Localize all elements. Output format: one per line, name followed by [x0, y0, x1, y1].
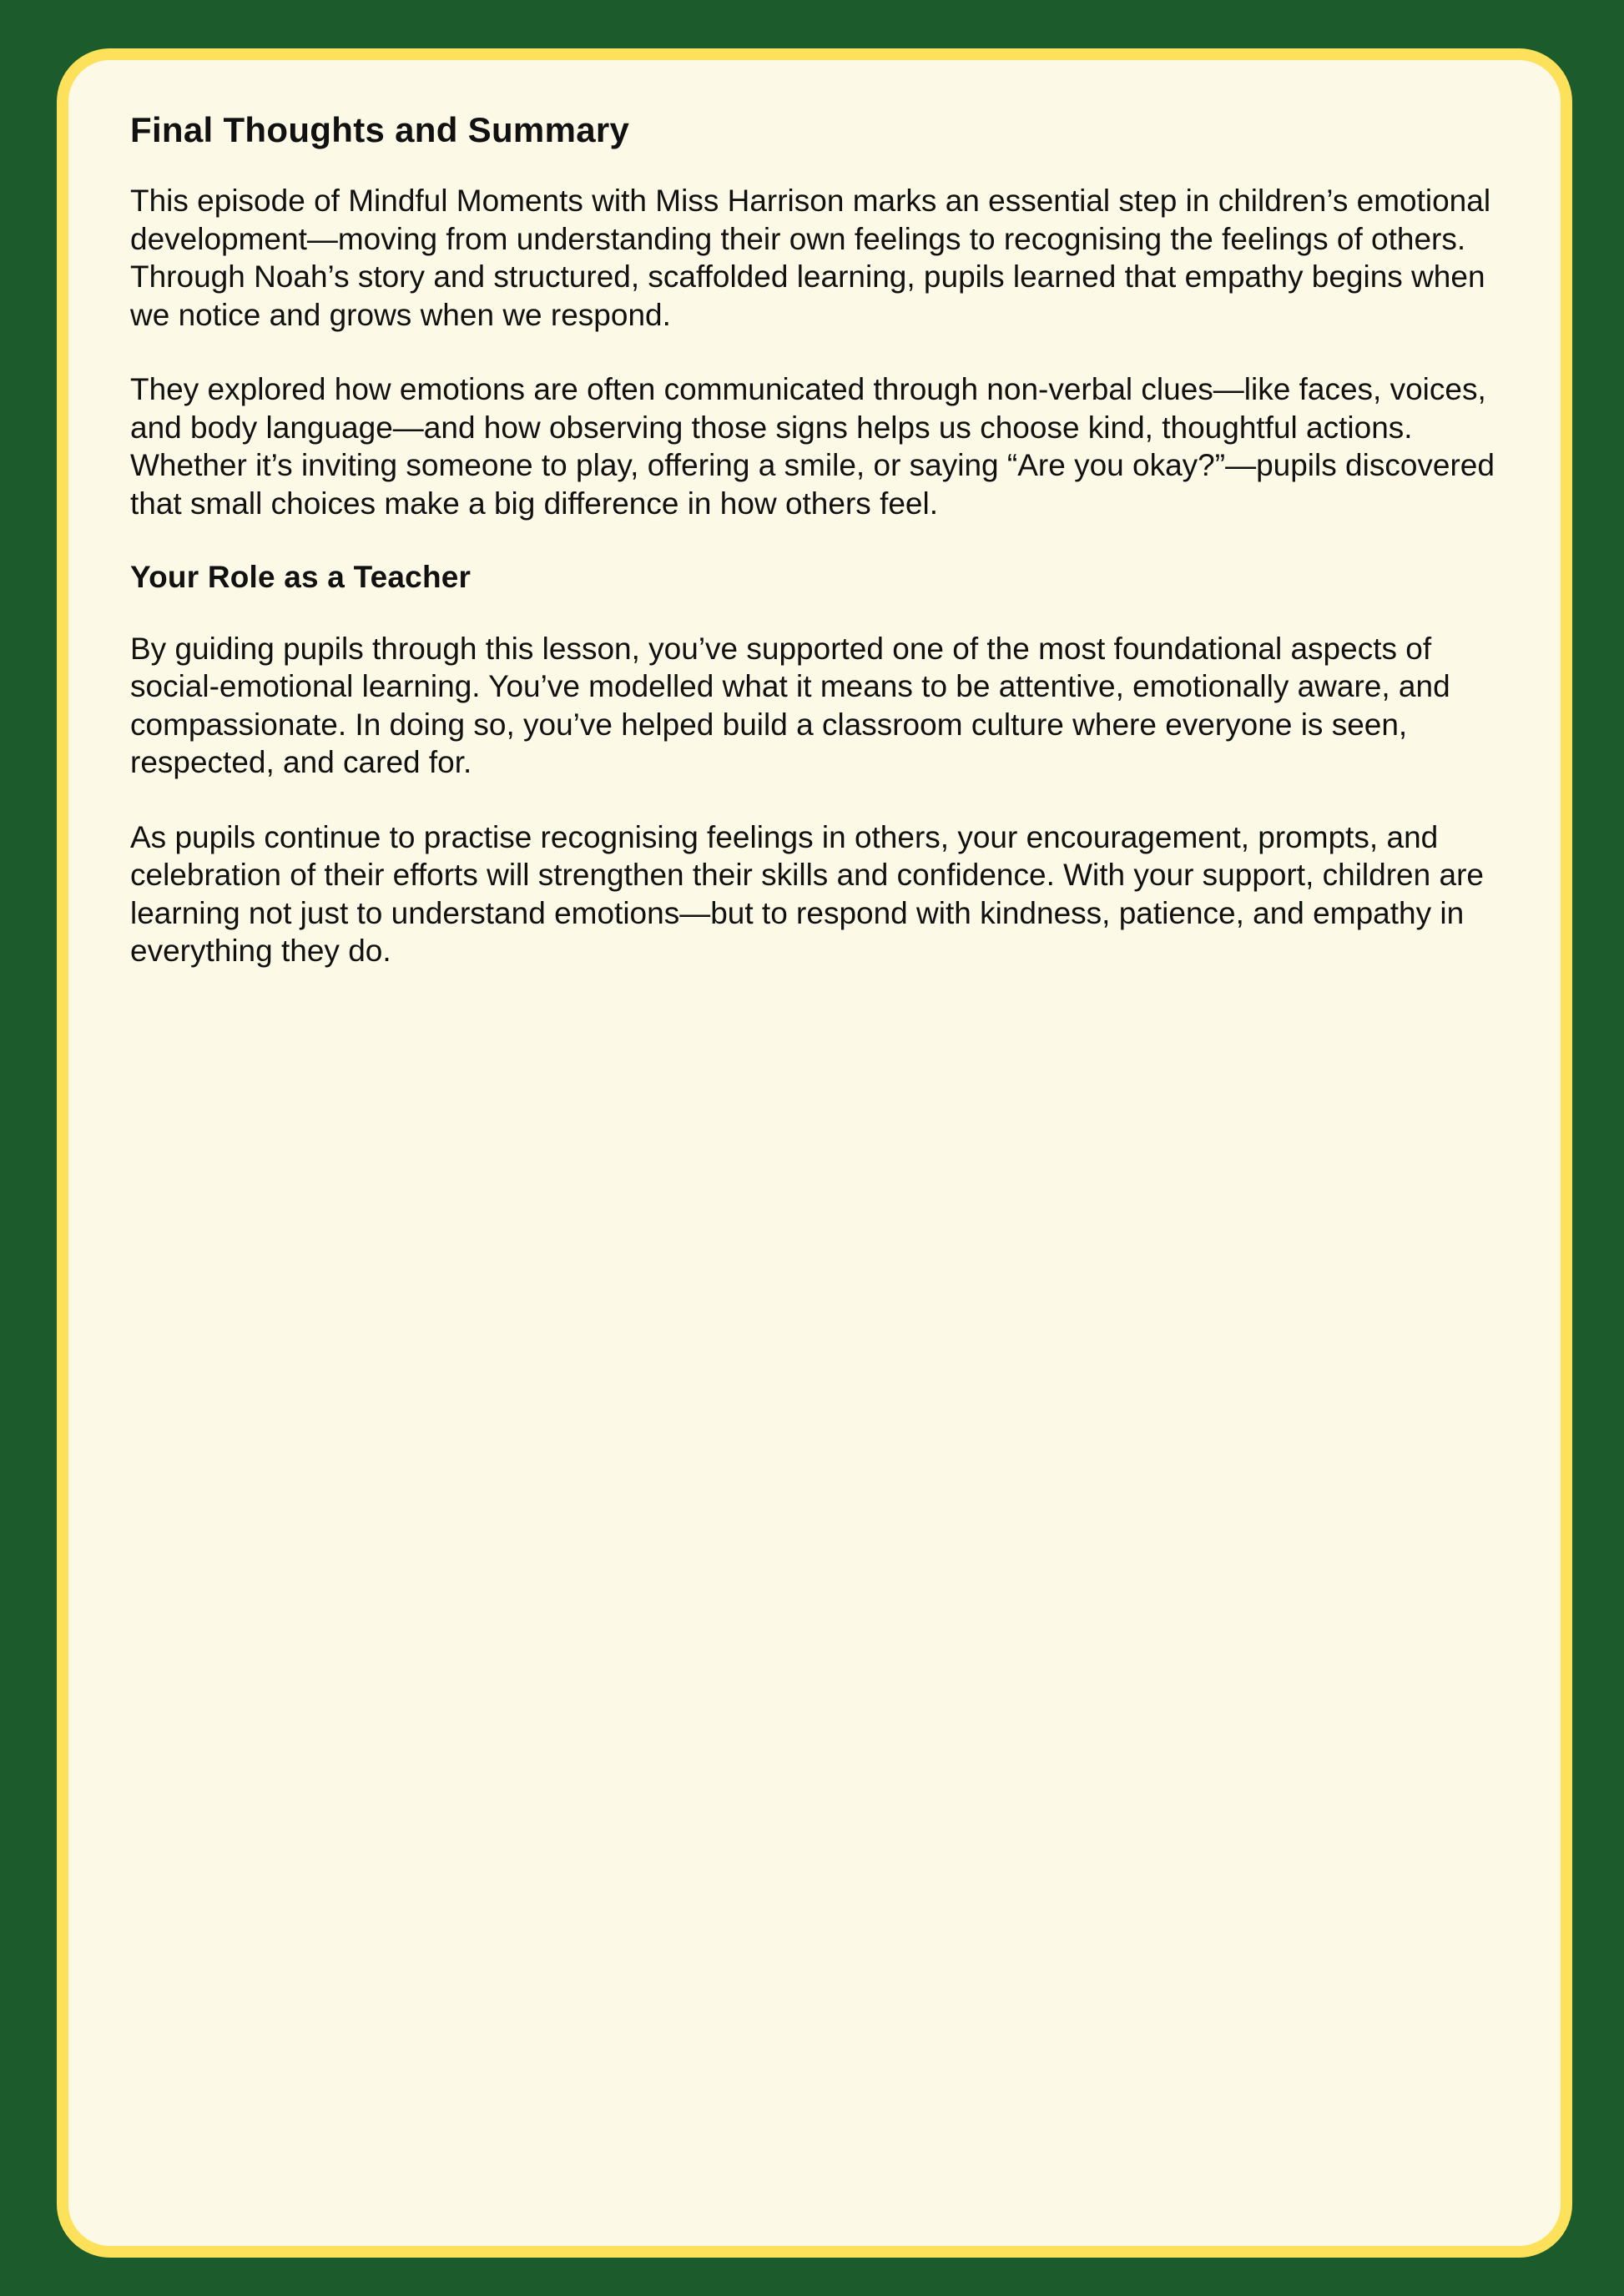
- summary-paragraph-2: They explored how emotions are often communicated through non-verbal clues—like faces, voices, and body language—and how observing those signs helps us choose kind, thoughtful actions. Whether it’s inviting someone to play, offering a smile, or saying “Are you okay?”—pupils discovered that small choices make a big difference in how others feel.: [130, 372, 1495, 521]
- teacher-role-paragraph-2: As pupils continue to practise recognising feelings in others, your encouragement, prompts, and celebration of their efforts will strengthen their skills and confidence. With your support, children are learning not just to understand emotions—but to respond with kindness, patience, and empathy in everything they do.: [130, 819, 1484, 969]
- summary-paragraph-1: This episode of Mindful Moments with Miss Harrison marks an essential step in children’s emotional development—moving from understanding their own feelings to recognising the feelings of others. Through Noah’s story and structured, scaffolded learning, pupils learned that empathy begins when we notice and grows when we respond.: [130, 184, 1491, 332]
- section-heading-teacher-role: Your Role as a Teacher: [130, 560, 472, 595]
- document-content: [130, 110, 1516, 970]
- page-card: [57, 48, 1572, 2258]
- page-title: Final Thoughts and Summary: [130, 110, 630, 149]
- teacher-role-paragraph-1: By guiding pupils through this lesson, you’ve supported one of the most foundational aspects of social-emotional learning. You’ve modelled what it means to be attentive, emotionally aware, and compassionate. In doing so, you’ve helped build a classroom culture where everyone is seen, respected, and cared for.: [130, 631, 1450, 780]
